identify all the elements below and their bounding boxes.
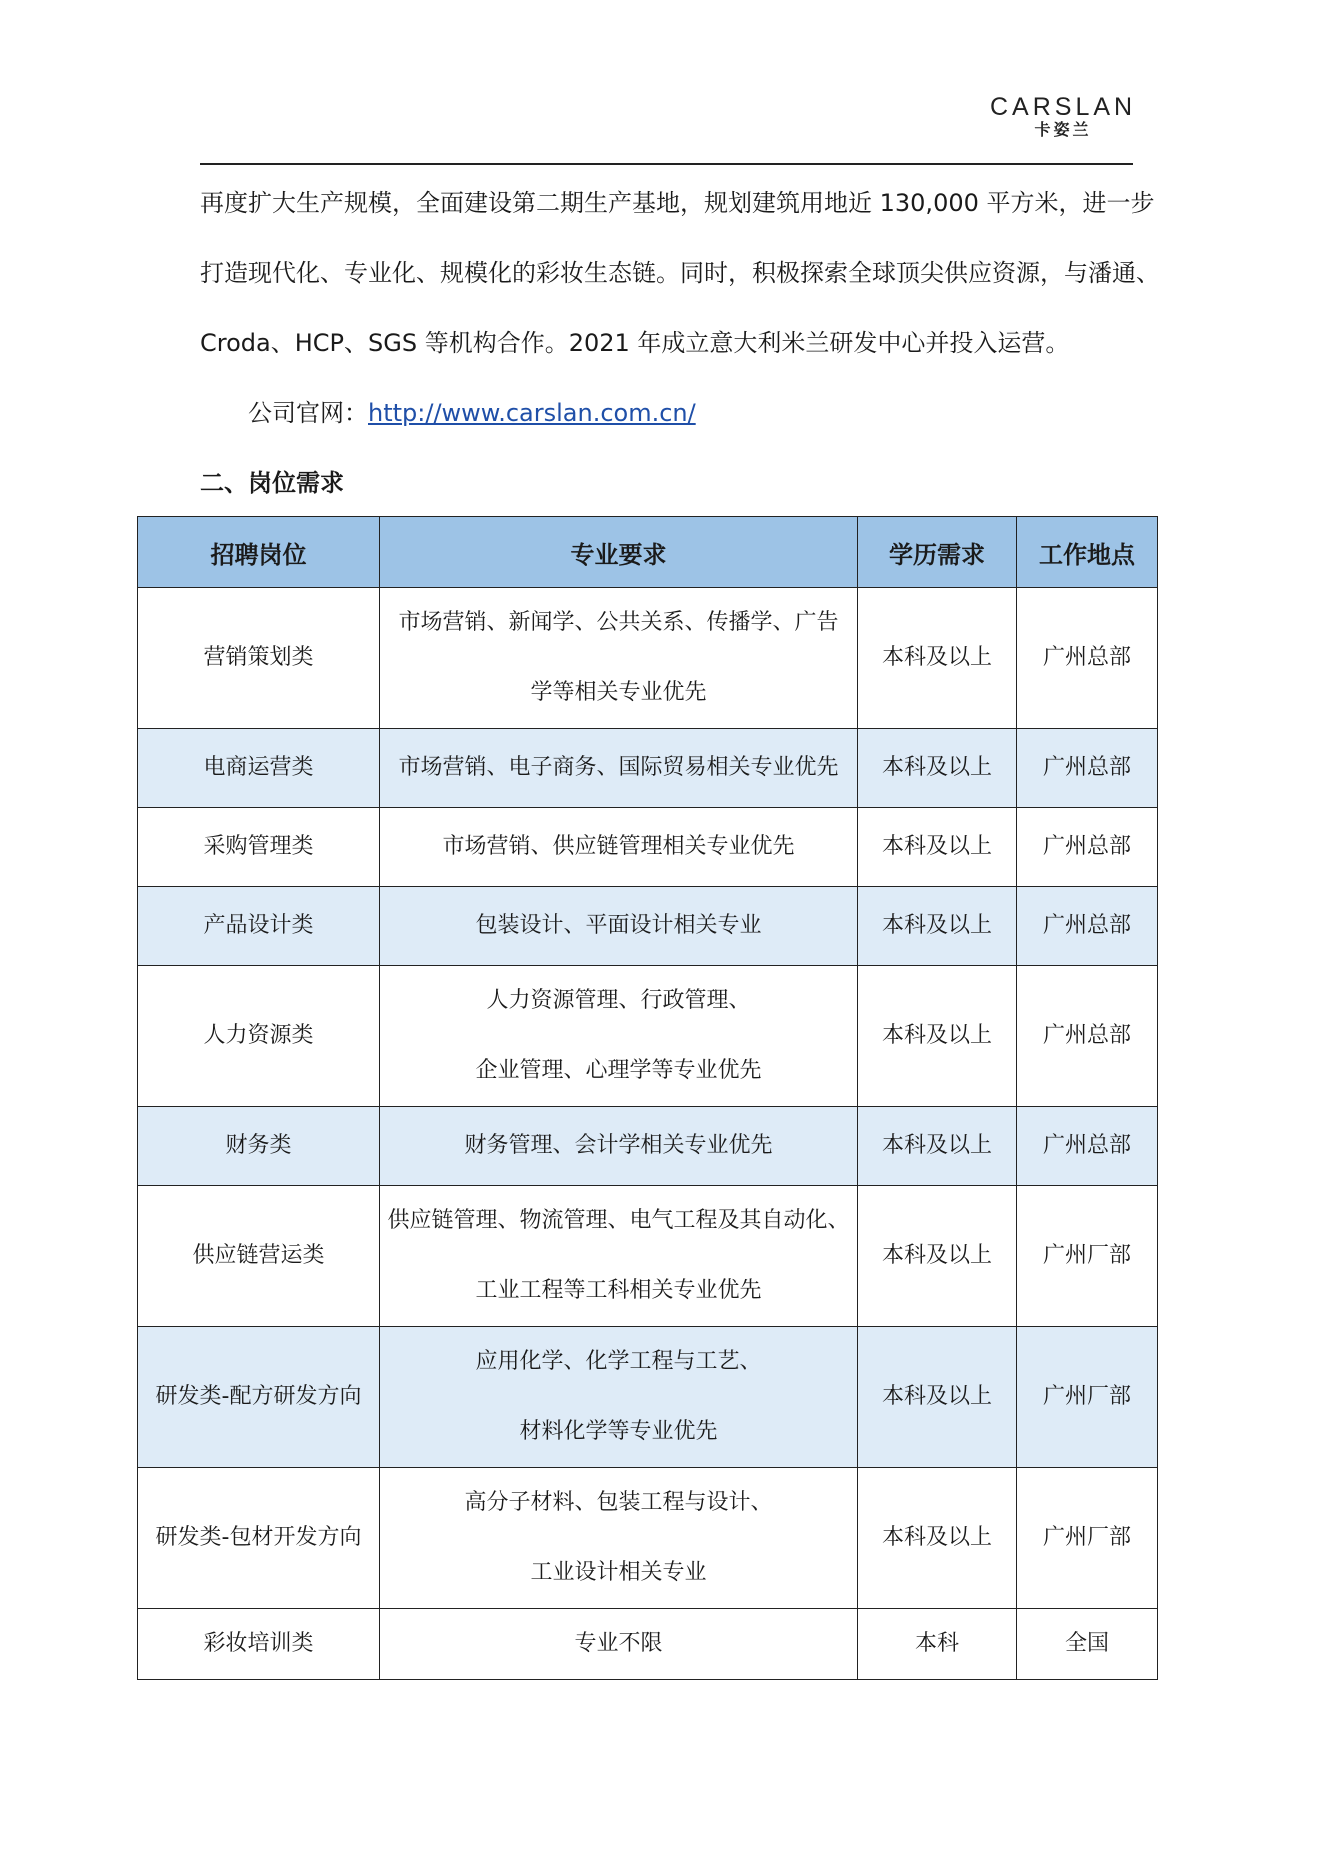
intro-line-3: Croda、HCP、SGS 等机构合作。2021 年成立意大利米兰研发中心并投入运营。 <box>200 329 1070 357</box>
education-cell: 本科及以上 <box>858 1107 1017 1186</box>
table-row <box>138 1327 1158 1468</box>
requirement-cell: 包装设计、平面设计相关专业 <box>380 887 858 966</box>
table-row <box>138 887 1158 966</box>
table-row <box>138 1186 1158 1327</box>
header-major-requirement: 专业要求 <box>380 517 858 588</box>
requirement-cell <box>380 1468 858 1609</box>
education-cell: 本科及以上 <box>858 588 1017 729</box>
requirement-line: 高分子材料、包装工程与设计、 <box>464 1490 773 1515</box>
requirement-line: 供应链管理、物流管理、电气工程及其自动化、 <box>387 1208 850 1233</box>
location-cell: 全国 <box>1017 1609 1158 1680</box>
location-cell: 广州总部 <box>1017 966 1158 1107</box>
table-row <box>138 1468 1158 1609</box>
position-cell: 供应链营运类 <box>138 1186 380 1327</box>
location-cell: 广州总部 <box>1017 808 1158 887</box>
education-cell: 本科 <box>858 1609 1017 1680</box>
table-row <box>138 1609 1158 1680</box>
position-cell: 电商运营类 <box>138 729 380 808</box>
requirement-line: 工业设计相关专业 <box>530 1560 707 1585</box>
education-cell: 本科及以上 <box>858 1186 1017 1327</box>
header-location: 工作地点 <box>1017 517 1158 588</box>
position-cell: 产品设计类 <box>138 887 380 966</box>
table-row <box>138 588 1158 729</box>
company-logo <box>990 92 1136 142</box>
table-row <box>138 729 1158 808</box>
requirement-line: 市场营销、新闻学、公共关系、传播学、广告 <box>398 610 839 635</box>
website-link[interactable]: http://www.carslan.com.cn/ <box>368 399 696 427</box>
location-cell: 广州厂部 <box>1017 1468 1158 1609</box>
education-cell: 本科及以上 <box>858 966 1017 1107</box>
job-requirements-table <box>137 516 1158 1680</box>
requirement-cell <box>380 588 858 729</box>
section-title: 二、岗位需求 <box>200 469 344 497</box>
education-cell: 本科及以上 <box>858 887 1017 966</box>
table-row <box>138 808 1158 887</box>
intro-line-2: 打造现代化、专业化、规模化的彩妆生态链。同时，积极探索全球顶尖供应资源，与潘通、 <box>200 259 1160 287</box>
header-divider <box>200 163 1133 165</box>
location-cell: 广州总部 <box>1017 729 1158 808</box>
website-label: 公司官网： <box>248 399 368 427</box>
position-cell: 营销策划类 <box>138 588 380 729</box>
position-cell: 人力资源类 <box>138 966 380 1107</box>
position-cell: 研发类-配方研发方向 <box>138 1327 380 1468</box>
requirement-line: 企业管理、心理学等专业优先 <box>475 1058 762 1083</box>
table-row <box>138 966 1158 1107</box>
location-cell: 广州总部 <box>1017 1107 1158 1186</box>
table-header-row <box>138 517 1158 588</box>
requirement-line: 材料化学等专业优先 <box>519 1419 718 1444</box>
education-cell: 本科及以上 <box>858 729 1017 808</box>
logo-english: CARSLAN <box>990 93 1137 121</box>
requirement-line: 人力资源管理、行政管理、 <box>486 988 751 1013</box>
position-cell: 研发类-包材开发方向 <box>138 1468 380 1609</box>
position-cell: 彩妆培训类 <box>138 1609 380 1680</box>
position-cell: 财务类 <box>138 1107 380 1186</box>
requirement-line: 学等相关专业优先 <box>530 680 707 705</box>
intro-line-1: 再度扩大生产规模，全面建设第二期生产基地，规划建筑用地近 130,000 平方米，进一步 <box>200 189 1155 217</box>
requirement-cell <box>380 1186 858 1327</box>
logo-chinese: 卡姿兰 <box>1034 120 1092 139</box>
header-education: 学历需求 <box>858 517 1017 588</box>
requirement-cell <box>380 1327 858 1468</box>
requirement-cell <box>380 966 858 1107</box>
requirement-cell: 专业不限 <box>380 1609 858 1680</box>
requirement-cell: 市场营销、电子商务、国际贸易相关专业优先 <box>380 729 858 808</box>
education-cell: 本科及以上 <box>858 1327 1017 1468</box>
table-row <box>138 1107 1158 1186</box>
education-cell: 本科及以上 <box>858 1468 1017 1609</box>
website-line <box>248 378 696 448</box>
requirement-cell: 财务管理、会计学相关专业优先 <box>380 1107 858 1186</box>
location-cell: 广州总部 <box>1017 887 1158 966</box>
requirement-line: 应用化学、化学工程与工艺、 <box>475 1349 762 1374</box>
location-cell: 广州厂部 <box>1017 1186 1158 1327</box>
location-cell: 广州总部 <box>1017 588 1158 729</box>
education-cell: 本科及以上 <box>858 808 1017 887</box>
location-cell: 广州厂部 <box>1017 1327 1158 1468</box>
requirement-cell: 市场营销、供应链管理相关专业优先 <box>380 808 858 887</box>
header-position: 招聘岗位 <box>138 517 380 588</box>
requirement-line: 工业工程等工科相关专业优先 <box>475 1278 762 1303</box>
position-cell: 采购管理类 <box>138 808 380 887</box>
